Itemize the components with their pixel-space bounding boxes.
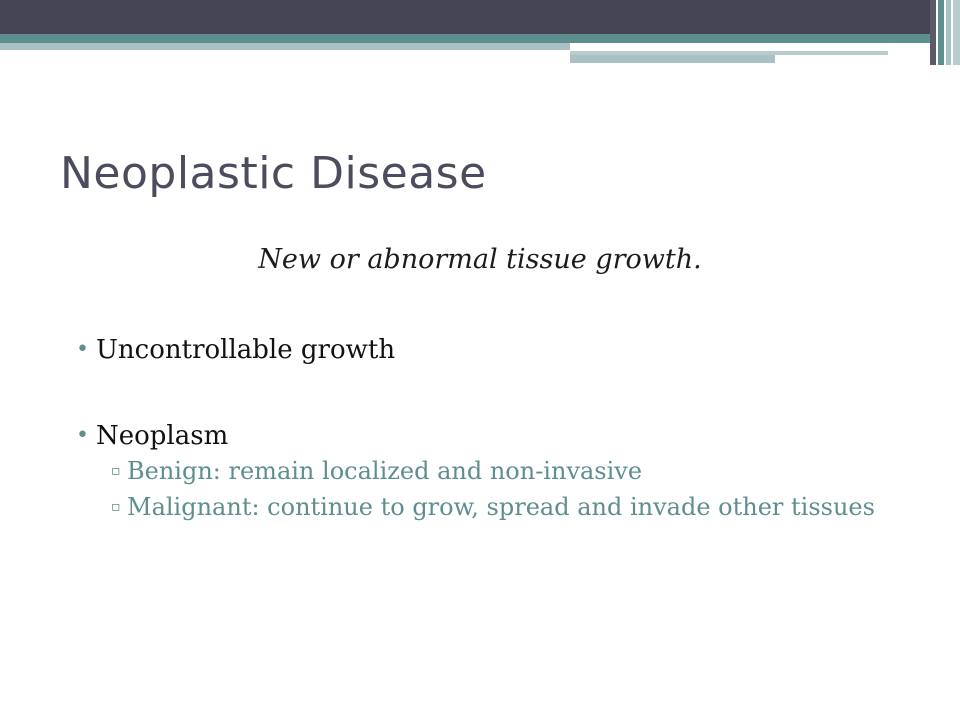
list-spacer	[76, 370, 896, 416]
bullet-dot-icon: •	[76, 423, 89, 448]
bullet-list	[76, 330, 896, 522]
list-item	[76, 416, 896, 456]
sub-list-item	[76, 456, 896, 486]
slide-subtitle: New or abnormal tissue growth.	[258, 244, 702, 275]
header-edge-stripes	[930, 0, 960, 65]
sub-list-item	[76, 492, 896, 522]
header-divider-line	[570, 50, 888, 51]
slide-title: Neoplastic Disease	[60, 148, 487, 199]
sub-list-item-text: Benign: remain localized and non-invasive	[127, 457, 643, 485]
bullet-dot-icon: •	[76, 337, 89, 362]
header-bar-teal	[0, 34, 960, 43]
bullet-square-icon: ▫	[111, 463, 121, 479]
list-item	[76, 330, 896, 370]
header-bar-light	[0, 43, 570, 50]
header-bar-dark	[0, 0, 960, 34]
list-item-text: Uncontrollable growth	[96, 335, 396, 365]
sub-list-item-text: Malignant: continue to grow, spread and invade other tissues	[127, 493, 875, 521]
header-bar-light-tail	[570, 55, 775, 63]
bullet-square-icon: ▫	[111, 499, 121, 515]
list-item-text: Neoplasm	[96, 421, 229, 451]
